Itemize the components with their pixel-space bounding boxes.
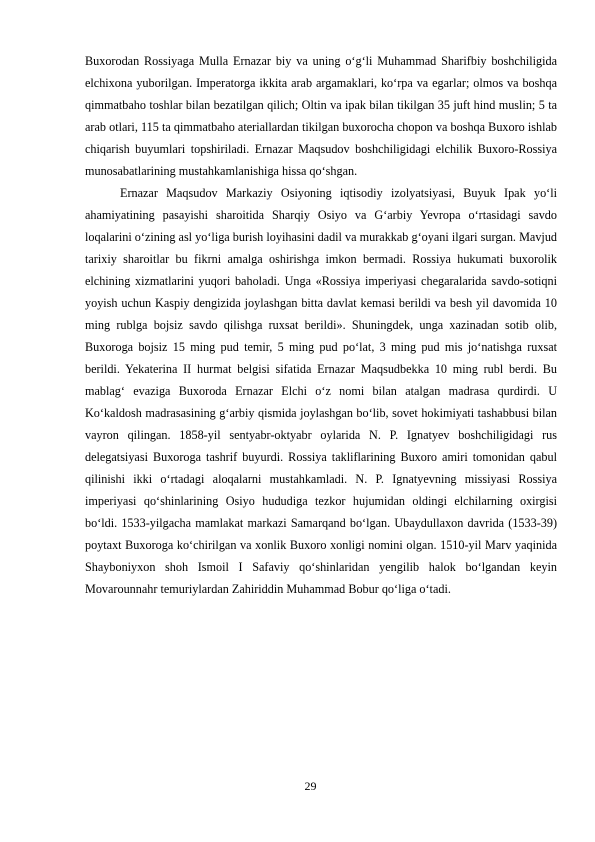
document-page (85, 50, 557, 600)
page-number: 29 (304, 779, 317, 793)
paragraph-2: Ernazar Maqsudov Markaziy Osiyoning iqtisodiy izolyatsiyasi, Buyuk Ipak yo‘li ahamiyatining pasayishi sharoitida Sharqiy Osiyo va G‘arbiy Yevropa o‘rtasidagi savdo loqalarini o‘zining asl yo‘liga burish loyihasini dadil va murakkab g‘oyani ilgari surgan. Mavjud tarixiy sharoitlar bu fikrni amalga oshirishga imkon bermadi. Rossiya hukumati buxorolik elchining xizmatlarini yuqori baholadi. Unga «Rossiya imperiyasi chegaralarida savdo-sotiqni yoyish uchun Kaspiy dengizida joylashgan bitta davlat kemasi berildi va besh yil davomida 10 ming rublga bojsiz savdo qilishga ruxsat berildi». Shuningdek, unga xazinadan sotib olib, Buxoroga bojsiz 15 ming pud temir, 5 ming pud po‘lat, 3 ming pud mis jo‘natishga ruxsat berildi. Yekaterina II hurmat belgisi sifatida Ernazar Maqsudbekka 10 ming rubl berdi. Bu mablag‘ evaziga Buxoroda Ernazar Elchi o‘z nomi bilan atalgan madrasa qurdirdi. U Ko‘kaldosh madrasasining g‘arbiy qismida joylashgan bo‘lib, sovet hokimiyati tashabbusi bilan vayron qilingan. 1858-yil sentyabr-oktyabr oylarida N. P. Ignatyev boshchiligidagi rus delegatsiyasi Buxoroga tashrif buyurdi. Rossiya takliflarining Buxoro amiri tomonidan qabul qilinishi ikki o‘rtadagi aloqalarni mustahkamladi. N. P. Ignatyevning missiyasi Rossiya imperiyasi qo‘shinlarining Osiyo hududiga tezkor hujumidan oldingi elchilarning oxirgisi bo‘ldi. 1533-yilgacha mamlakat markazi Samarqand bo‘lgan. Ubaydullaxon davrida (1533-39) poytaxt Buxoroga ko‘chirilgan va xonlik Buxoro xonligi nomini olgan. 1510-yil Marv yaqinida Shayboniyxon shoh Ismoil I Safaviy qo‘shinlaridan yengilib halok bo‘lgandan keyin Movarounnahr temuriylardan Zahiriddin Muhammad Bobur qo‘liga o‘tadi. (85, 186, 557, 596)
paragraph-1: Buxorodan Rossiyaga Mulla Ernazar biy va uning o‘g‘li Muhammad Sharifbiy boshchiligida elchixona yuborilgan. Imperatorga ikkita arab argamaklari, ko‘rpa va egarlar; olmos va boshqa qimmatbaho toshlar bilan bezatilgan qilich; Oltin va ipak bilan tikilgan 35 juft hind muslin; 5 ta arab otlari, 115 ta qimmatbaho ateriallardan tikilgan buxorocha chopon va boshqa Buxoro ishlab chiqarish buyumlari topshiriladi. Ernazar Maqsudov boshchiligidagi elchilik Buxoro-Rossiya munosabatlarining mustahkamlanishiga hissa qo‘shgan. (85, 54, 557, 178)
